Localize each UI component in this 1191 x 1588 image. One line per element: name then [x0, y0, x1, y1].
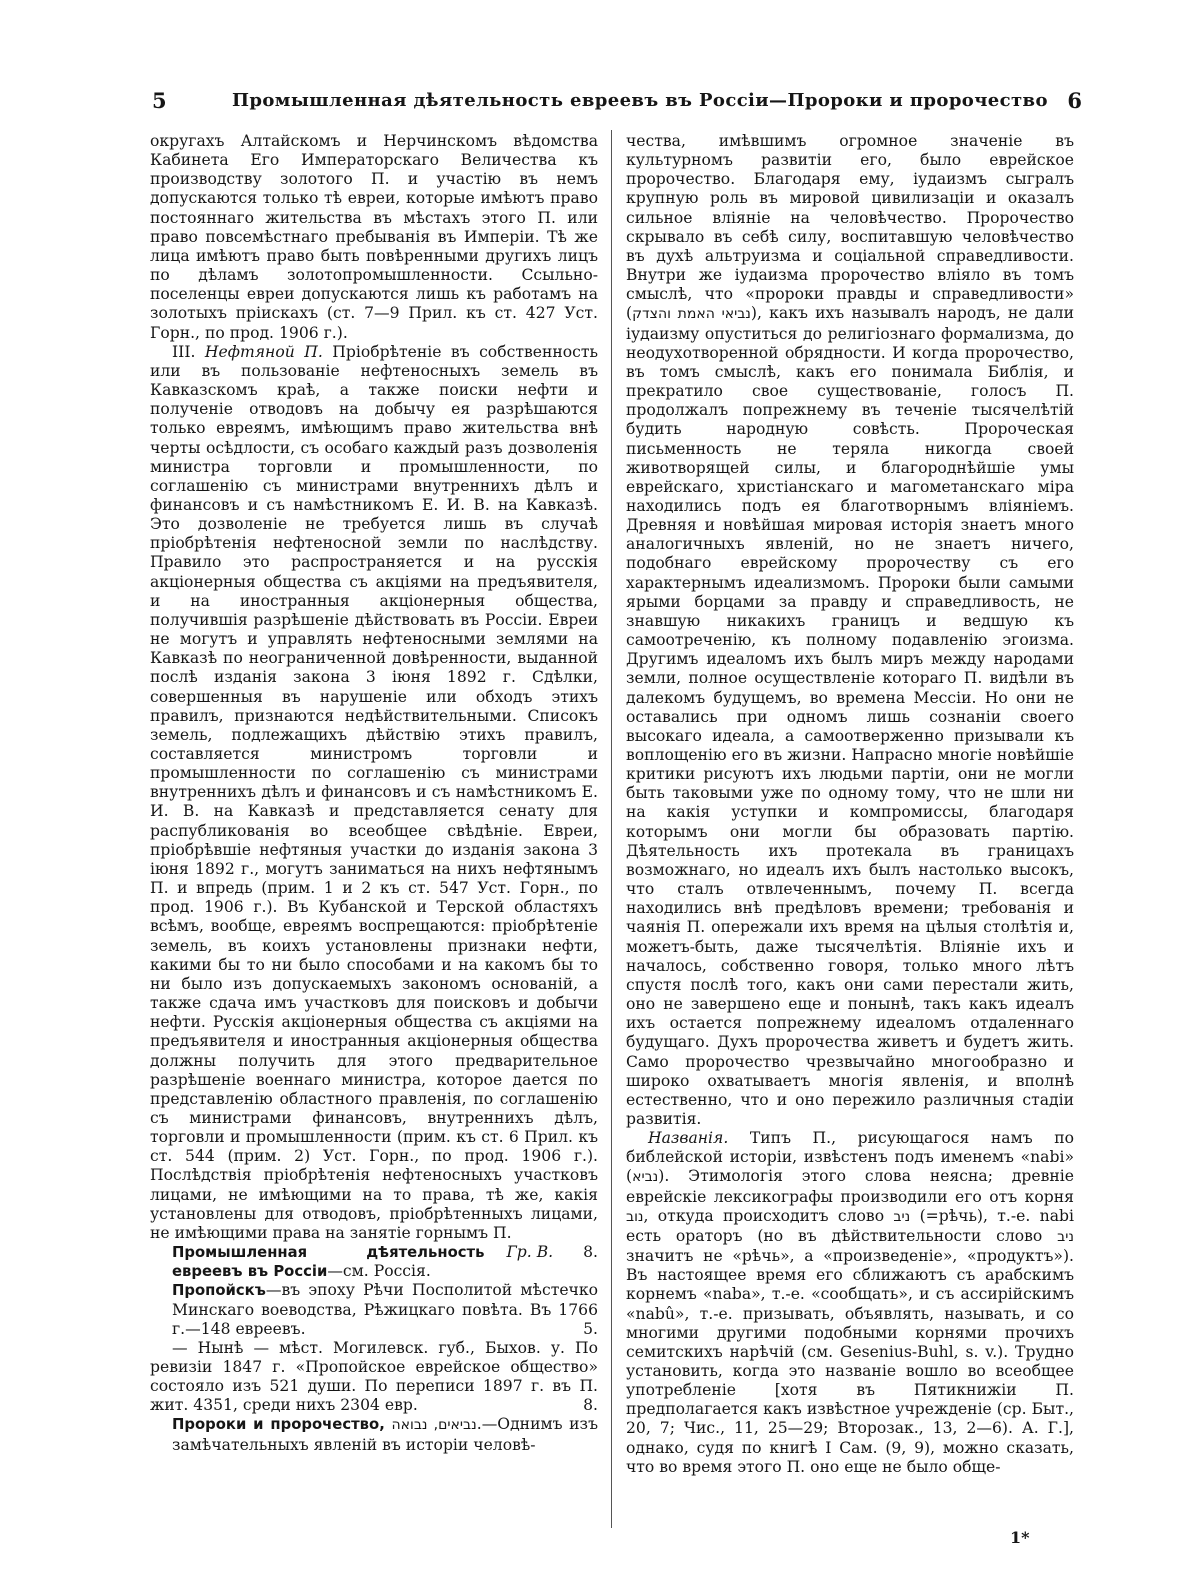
page-number-right: 6 [1067, 88, 1082, 113]
hebrew-term: נוב [626, 1208, 644, 1225]
headword: Пропойскъ [172, 1282, 266, 1300]
paragraph-names: Названія. Типъ П., рисующагося намъ по библейской исторіи, извѣстенъ подъ именемъ «nabi» (נביא). Этимологія этого слова неясна; древніе еврейскіе лексикографы производили его отъ корня נוב, откуда происходитъ слово ניב (=рѣчь), т.-е. nabi есть ораторъ (но въ дѣйствительности слово ניב значитъ не «рѣчь», а «произведеніе», «продуктъ»). Въ настоящее время его сближаютъ съ арабскимъ корнемъ «naba», т.-е. «сообщать», и съ ассирійскимъ «nabû», т.-е. призывать, объявлять, называть, и со многими другими подобными корнями прочихъ семитскихъ нарѣчій (см. Gesenius-Buhl, s. v.). Трудно установить, когда это названіе вошло во всеобщее употребленіе [хотя въ Пятикнижіи П. предполагается какъ извѣстное учрежденіе (ср. Быт., 20, 7; Чис., 11, 25—29; Второзак., 13, 2—6). А. Г.], однако, судя по книгѣ I Сам. (9, 9), можно сказать, что во время этого П. оно еще не было обще- [626, 1129, 1074, 1476]
hebrew-term: ניב [893, 1208, 911, 1225]
section-title: Нефтяной П. [204, 342, 323, 361]
column-right [626, 132, 1074, 1532]
paragraph-oil-industry [150, 342, 598, 1262]
entry-text: .—Однимъ изъ замѣчательныхъ явленій въ исторіи человѣ- [172, 1415, 598, 1454]
entry-propoisk [150, 1281, 598, 1338]
entry-text: —см. Россія. [327, 1262, 431, 1281]
headword: Промышленная дѣятельность евреевъ въ Россіи [172, 1244, 485, 1281]
hebrew-term: נביא [632, 1169, 659, 1186]
hebrew-term: נביאים, נבואה [391, 1417, 477, 1434]
headword: Пророки и пророчество, [172, 1416, 385, 1434]
entry-text: —въ эпоху Рѣчи Посполитой мѣстечко Минскаго воеводства, Рѣжицкаго повѣта. Въ 1766 г.—148 евреевъ. [172, 1281, 598, 1338]
entry-prophets [150, 1415, 598, 1454]
hebrew-term: ניב [1057, 1228, 1074, 1245]
paragraph-gold-industry: округахъ Алтайскомъ и Нерчинскомъ вѣдомства Кабинета Его Императорскаго Величества къ производству золотого П. и участію въ немъ допускаются только тѣ евреи, которые имѣютъ право постояннаго жительства въ мѣстахъ этого П. или право повсемѣстнаго пребыванія въ Имперіи. Тѣ же лица имѣютъ право быть повѣренными другихъ лицъ по дѣламъ золотопромышленности. Ссыльно-поселенцы евреи допускаются лишь къ работамъ на золотыхъ пріискахъ (ст. 7—9 Прил. къ ст. 427 Уст. Горн., по прод. 1906 г.). [150, 132, 598, 342]
section-title: Названія. [648, 1129, 729, 1148]
author-initials: Гр. В. [506, 1243, 554, 1262]
paragraph-prophecy-intro: чества, имѣвшимъ огромное значеніе въ культурномъ развитіи его, было еврейское пророчество. Благодаря ему, іудаизмъ сыгралъ крупную роль въ мировой цивилизаціи и оказалъ сильное вліяніе на человѣчество. Пророчество скрывало въ себѣ силу, воспитавшую человѣчество въ духѣ альтруизма и соціальной справедливости. Внутри же іудаизма пророчество вліяло въ томъ смыслѣ, что «пророки правды и справедливости» (נביאי האמת והצדק), какъ ихъ называлъ народъ, не дали іудаизму опуститься до религіознаго формализма, до неодухотворенной обрядности. И когда пророчество, въ томъ смыслѣ, какъ его понимала Библія, и прекратило свое существованіе, голосъ П. продолжалъ попрежнему въ теченіе тысячелѣтій будить народную совѣсть. Пророческая письменность не теряла никогда своей животворящей силы, и благороднѣйшіе умы еврейскаго, христіанскаго и магометанскаго міра находились подъ ея благотворнымъ вліяніемъ. Древняя и новѣйшая мировая исторія знаетъ много аналогичныхъ явленій, но не знаетъ ничего, подобнаго еврейскому пророчеству съ его характернымъ идеализмомъ. Пророки были самыми ярыми борцами за правду и справедливость, не знавшую никакихъ границъ и ведшую къ самоотреченію, къ полному подавленію эгоизма. Другимъ идеаломъ ихъ былъ миръ между народами земли, полное осуществленіе котораго П. видѣли въ далекомъ будущемъ, во времена Мессіи. Но они не оставались при одномъ лишь сознаніи своего высокаго идеала, а самоотверженно призывали къ воплощенію его въ жизни. Напрасно многіе новѣйшіе критики рисуютъ ихъ людьми партіи, они не могли быть таковыми уже по одному тому, что не шли ни на какія уступки и компромиссы, благодаря которымъ они могли бы образовать партію. Дѣятельность ихъ протекала въ границахъ возможнаго, но идеалъ ихъ былъ настолько высокъ, что сталъ отвлеченнымъ, почему П. всегда находились внѣ предѣловъ времени; требованія и чаянія П. опережали ихъ время на цѣлыя столѣтія и, можетъ-быть, даже тысячелѣтія. Вліяніе ихъ и началось, собственно говоря, только много лѣтъ спустя послѣ того, какъ они сами перестали жить, оно не завершено еще и понынѣ, такъ какъ идеалъ ихъ остается попрежнему идеаломъ отдаленнаго будущаго. Духъ пророчества живетъ и будетъ жить. Само пророчество чрезвычайно многообразно и широко охватываетъ многія явленія, и вполнѣ естественно, что и оно пережило различныя стадіи развитія. [626, 132, 1074, 1128]
running-title: Промышленная дѣятельность евреевъ въ Россіи—Пророки и пророчество [232, 90, 1048, 111]
section-text: Пріобрѣтеніе въ собственность или въ пользованіе нефтеносныхъ земель въ Кавказскомъ краѣ, а также поиски нефти и полученіе отводовъ на добычу ея разрѣшаются только евреямъ, имѣющимъ право жительства внѣ черты осѣдлости, съ особаго каждый разъ дозволенія министра торговли и промышленности, по соглашенію съ министрами внутреннихъ дѣлъ и финансовъ и съ намѣстникомъ Е. И. В. на Кавказѣ. Это дозволеніе не требуется лишь въ случаѣ пріобрѣтенія нефтеносной земли по наслѣдству. Правило это распространяется и на русскія акціонерныя общества съ акціями на предъявителя, и на иностранныя акціонерныя общества, получившія разрѣшеніе дѣйствовать въ Россіи. Евреи не могутъ и управлять нефтеносными землями на Кавказѣ по неограниченной довѣренности, выданной послѣ изданія закона 3 іюня 1892 г. Сдѣлки, совершенныя въ нарушеніе или обходъ этихъ правилъ, признаются недѣйствительными. Списокъ земель, подлежащихъ дѣйствію этихъ правилъ, составляется министромъ торговли и промышленности по соглашенію съ министрами внутреннихъ дѣлъ и финансовъ и съ намѣстникомъ Е. И. В. на Кавказѣ и представляется сенату для распубликованія во всеобщее свѣдѣніе. Евреи, пріобрѣвшіе нефтяныя участки до изданія закона 3 іюня 1892 г., могутъ заниматься на нихъ нефтянымъ П. и впредь (прим. 1 и 2 къ ст. 547 Уст. Горн., по прод. 1906 г.). Въ Кубанской и Терской областяхъ всѣмъ, вообще, евреямъ воспрещаются: пріобрѣтеніе земель, въ коихъ установлены признаки нефти, какими бы то ни было способами и на какомъ бы то ни было изъ допускаемыхъ закономъ основаній, а также сдача имъ участковъ для поисковъ и добычи нефти. Русскія акціонерныя общества съ акціями на предъявителя и иностранныя акціонерныя общества должны получить для этого предварительное разрѣшеніе военнаго министра, которое дается по представленію областного правленія, по соглашенію съ министрами финансовъ, внутреннихъ дѣлъ, торговли и промышленности (прим. къ ст. 6 Прил. къ ст. 544 (прим. 2) Уст. Горн., по прод. 1906 г.). Послѣдствія пріобрѣтенія нефтеносныхъ участковъ лицами, не имѣющими на то права, тѣ же, какія установлены для отводовъ, пріобрѣтенныхъ лицами, не имѣющими права на занятіе горнымъ П. [150, 342, 598, 1242]
bibliography-ref: 5. [583, 1319, 598, 1338]
running-header [152, 88, 1082, 122]
bibliography-ref: 8. [583, 1243, 598, 1262]
entry-text: — Нынѣ — мѣст. Могилевск. губ., Быхов. у. По ревизіи 1847 г. «Пропойское еврейское общество» состояло изъ 521 души. По переписи 1897 г. въ П. жит. 4351, среди нихъ 2304 евр. [150, 1338, 598, 1415]
column-divider [611, 130, 612, 1528]
bibliography-ref: 8. [583, 1396, 598, 1415]
section-number: III. [172, 342, 196, 361]
column-left [150, 132, 598, 1532]
sheet-signature-mark: 1* [1010, 1528, 1030, 1547]
page-number-left: 5 [152, 88, 167, 113]
hebrew-term: נביאי האמת והצדק [632, 306, 751, 323]
entry-propoisk-modern [150, 1339, 598, 1416]
article-signature [484, 1243, 598, 1262]
